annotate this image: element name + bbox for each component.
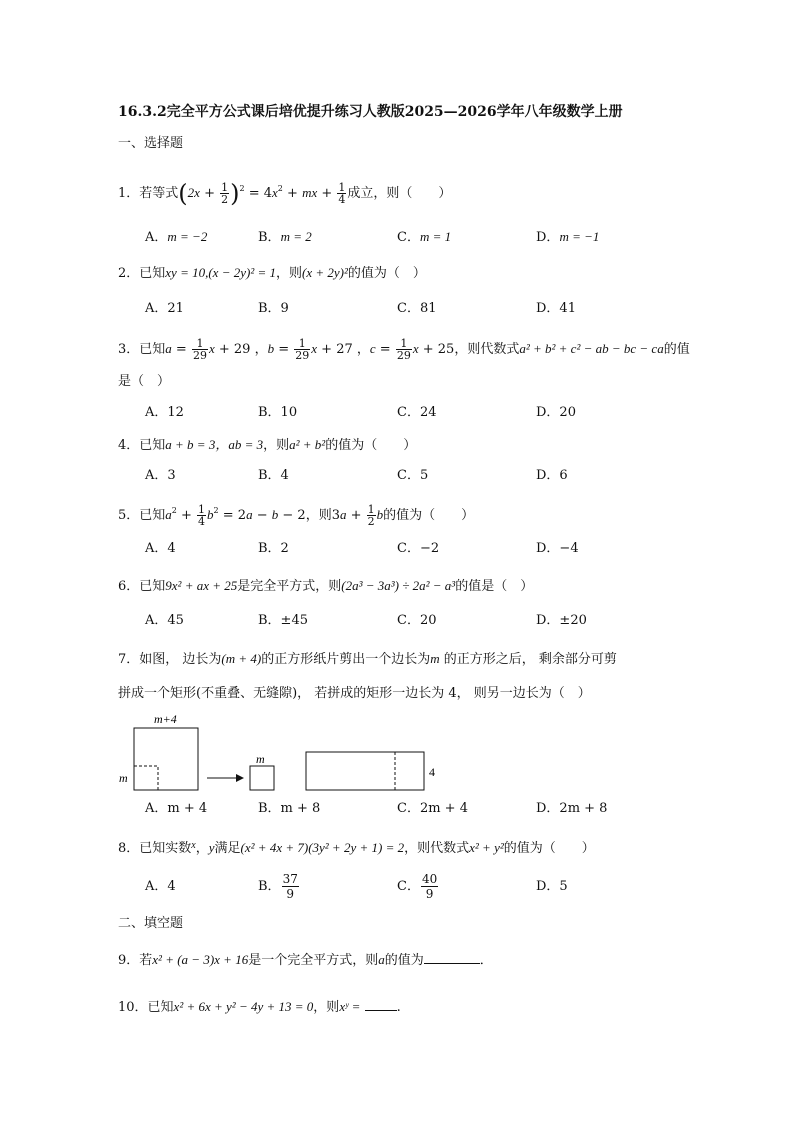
q1-lead: 1．若等式 [118,186,179,201]
label-big-left: m [119,771,128,785]
q5-option-d: D．−4 [536,541,579,556]
question-6: 6．已知9x² + ax + 25是完全平方式，则(2a³ − 3a³) ÷ 2a² − a³的值是（ ） [118,578,534,594]
q7-option-a: A．m + 4 [145,801,208,816]
q8-option-c: C． $\frac{40}{9}$ [397,872,438,901]
q6-option-c: C．20 [397,613,437,628]
question-10: 10．已知x² + 6x + y² − 4y + 13 = 0，则xʸ = . [118,999,401,1015]
q4-option-d: D．6 [536,468,568,483]
question-1: 1．若等式(2x + $\frac{1}{2}$ )$^2 = 4x^2$ + mx + $\frac{1}{4}$ 成立，则（ ） [118,179,452,208]
q5-option-b: B．2 [258,541,289,556]
q2-option-c: C．81 [397,301,437,316]
question-5: 5．已知$a^2$ + $\frac{1}{4}$ $b^2 = 2a - b - 2$，则3a + $\frac{1}{2}$ b的值为（ ） [118,503,475,528]
result-rectangle [306,752,424,790]
question-4: 4．已知a + b = 3，ab = 3，则a² + b²的值为（ ） [118,437,417,453]
q5-option-a: A．4 [145,541,176,556]
label-big-top: m+4 [154,712,177,726]
q1-option-b: B．m = 2 [258,229,312,245]
q7-option-d: D．2m + 8 [536,801,608,816]
q5-option-c: C．−2 [397,541,440,556]
label-small-top: m [256,752,265,766]
q8-option-b: B． $\frac{37}{9}$ [258,872,298,901]
q3-option-d: D．20 [536,405,576,420]
q7-figure [110,708,450,800]
answer-blank-10 [365,998,397,1011]
q7-option-c: C．2m + 4 [397,801,468,816]
q6-option-b: B．±45 [258,613,308,628]
section-heading-choice: 一、选择题 [118,136,184,151]
small-square [250,766,274,790]
question-2: 2．已知xy = 10,(x − 2y)² = 1，则(x + 2y)²的值为（ ） [118,265,426,281]
question-9: 9．若x² + (a − 3)x + 16是一个完全平方式，则a的值为 ． [118,952,493,968]
section-heading-fill: 二、填空题 [118,916,184,931]
q3-option-a: A．12 [145,405,184,420]
q3-option-b: B．10 [258,405,298,420]
q3-option-c: C．24 [397,405,437,420]
fraction-half: $\frac{1}{2}$ [221,181,229,206]
q4-option-c: C．5 [397,468,429,483]
q2-option-b: B．9 [258,301,289,316]
question-8: 8．已知实数$^x$，y满足(x² + 4x + 7)(3y² + 2y + 1) = 2，则代数式x² + y²的值为（ ） [118,840,595,856]
q7-option-b: B．m + 8 [258,801,321,816]
q6-option-a: A．45 [145,613,184,628]
q4-option-a: A．3 [145,468,176,483]
question-7: 7．如图， 边长为(m + 4)的正方形纸片剪出一个边长为m 的正方形之后， 剩余部分可剪 [118,651,617,667]
arrowhead-icon [236,774,244,782]
question-3: 3．已知a = $\frac{1}{29}$ x + 29 ，b = $\frac{1}{29}$ x + 27 ，c = $\frac{1}{29}$ x + 25，则代数式a² + b² + c² − ab − bc − ca的值 [118,337,690,362]
q1-option-a: A．m = −2 [145,229,208,245]
q1-option-d: D．m = −1 [536,229,600,245]
q6-option-d: D．±20 [536,613,587,628]
q2-option-a: A．21 [145,301,184,316]
cut-square [134,766,158,790]
answer-blank-9 [424,951,480,964]
q2-option-d: D．41 [536,301,576,316]
question-3-line2: 是（ ） [118,374,171,389]
q8-option-d: D．5 [536,879,568,894]
q1-option-c: C．m = 1 [397,229,452,245]
label-rect-right: 4 [429,765,435,779]
page-title: 16.3.2完全平方公式课后培优提升练习人教版2025—2026学年八年级数学上册 [118,104,623,120]
big-square [134,728,198,790]
q4-option-b: B．4 [258,468,289,483]
q8-option-a: A．4 [145,879,176,894]
question-7-line2: 拼成一个矩形(不重叠、无缝隙)， 若拼成的矩形一边长为 4， 则另一边长为（ ） [118,686,591,701]
q1-tail: 成立，则（ ） [347,186,452,201]
fraction-quarter: $\frac{1}{4}$ [338,181,346,206]
